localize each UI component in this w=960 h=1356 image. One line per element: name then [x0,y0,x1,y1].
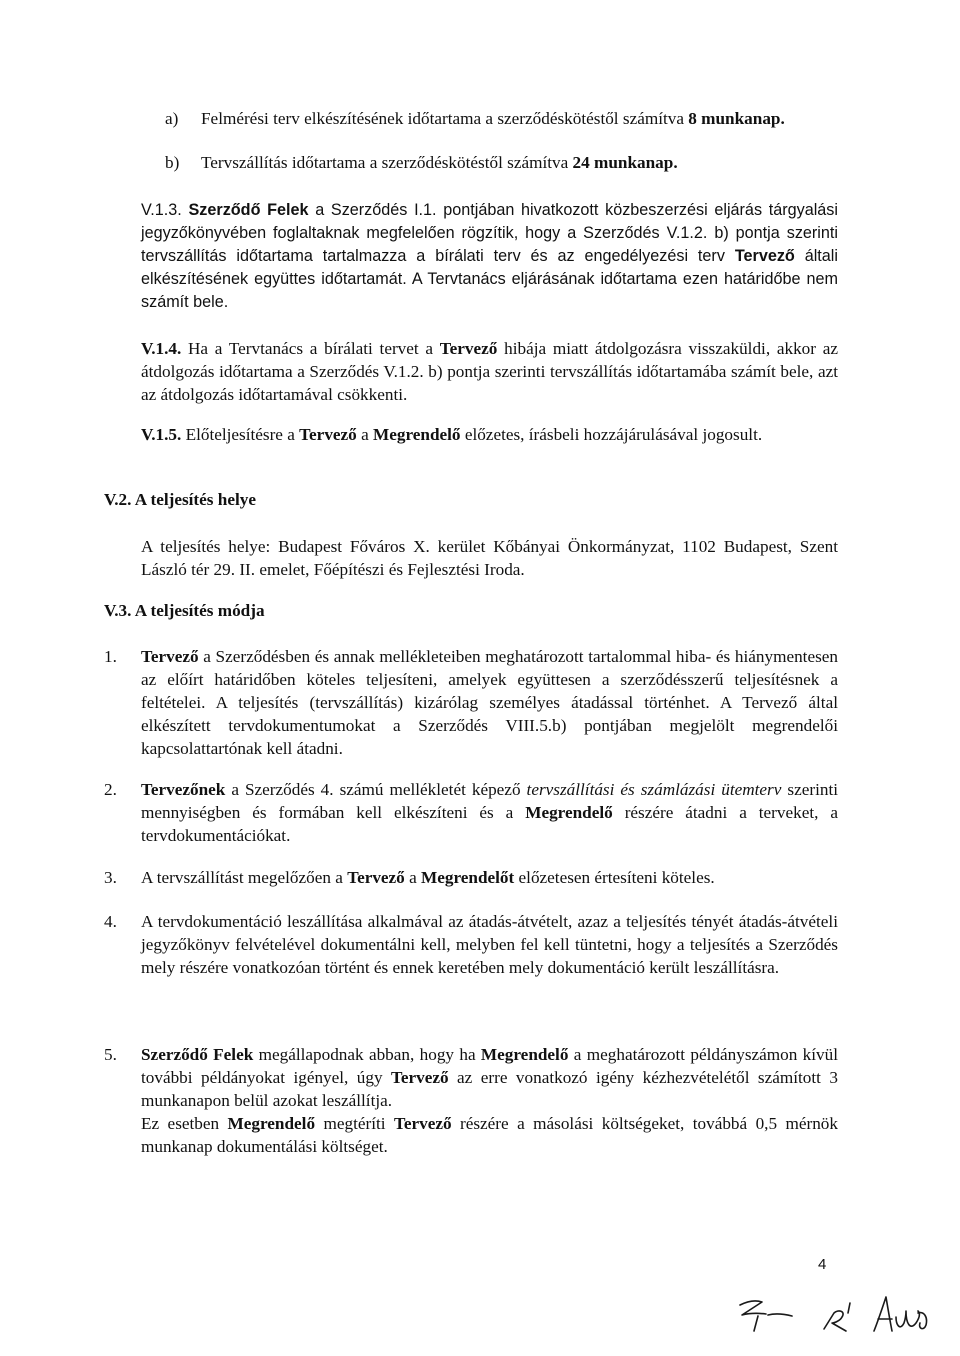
list-item-5-number: 5. [104,1045,117,1064]
item-a-label: a) [165,109,179,128]
list-item-1-number: 1. [104,647,117,666]
list-item-4-number: 4. [104,912,117,931]
section-v14: V.1.4. Ha a Tervtanács a bírálati tervet a Tervező hibája miatt átdolgozásra visszaküldi, akkor az átdolgozás időtartama a Szerződés V.1.2. b) pontja szerinti tervszállítás időtartamába számít bele, azt az átdolgozás időtartamával csökkenti. [141,339,838,404]
section-v15: V.1.5. Előteljesítésre a Tervező a Megrendelő előzetes, írásbeli hozzájárulásával jogosult. [141,425,763,444]
item-a-text: Felmérési terv elkészítésének időtartama a szerződéskötéstől számítva 8 munkanap. [201,109,785,128]
item-b-label: b) [165,153,180,172]
list-item-2-number: 2. [104,780,117,799]
list-item-5: Szerződő Felek megállapodnak abban, hogy ha Megrendelő a meghatározott példányszámon kívül további példányokat igényel, úgy Tervező az erre vonatkozó igény kézhezvételétől számított 3 munkanapon belül azokat leszállítja. [141,1045,838,1110]
list-item-4: A tervdokumentáció leszállítása alkalmával az átadás-átvételt, azaz a teljesítés tényét átadás-átvételi jegyzőkönyv felvételével dokumentálni kell, melyben fel kell tüntetni, hogy a teljesítés a Szerződés mely részére vonatkozóan történt és ennek keretében mely dokumentáció került leszállításra. [141,912,838,977]
list-item-2: Tervezőnek a Szerződés 4. számú mellékletét képező tervszállítási és számlázási ütemterv szerinti mennyiségben és formában kell elkészíteni és a Megrendelő részére átadni a terveket, a tervdokumentációkat. [141,780,838,845]
list-item-5-continued: Ez esetben Megrendelő megtéríti Tervező részére a másolási költségeket, továbbá 0,5 mérnök munkanap dokumentálási költséget. [141,1114,838,1156]
list-item-1: Tervező a Szerződésben és annak mellékleteiben meghatározott tartalommal hiba- és hiánymentesen az előírt határidőben köteles teljesíteni, amelyek együttesen a szerződésszerű teljesítésnek a feltételei. A teljesítés (tervszállítás) kizárólag személyes átadással történhet. A Tervező által elkészített tervdokumentumokat a Szerződés VIII.5.b) pontjában megjelölt megrendelői kapcsolattartónak kell átadni. [141,647,838,758]
list-item-3-number: 3. [104,868,117,887]
section-v2-text: A teljesítés helye: Budapest Főváros X. kerület Kőbányai Önkormányzat, 1102 Budapest, Szent László tér 29. II. emelet, Főépítészi és Fejlesztési Iroda. [141,537,838,579]
section-v13: V.1.3. Szerződő Felek a Szerződés I.1. pontjában hivatkozott közbeszerzési eljárás tárgyalási jegyzőkönyvében foglaltaknak megfelelően rögzítik, hogy a Szerződés V.1.2. b) pontja szerinti tervszállítás időtartama tartalmazza a bírálati terv és az engedélyezési terv Tervező általi elkészítésének együttes időtartamát. A Tervtanács eljárásának időtartama ezen határidőbe nem számít bele. [141,201,839,311]
section-v3-heading: V.3. A teljesítés módja [104,601,265,620]
handwritten-signature [728,1283,943,1343]
page-number: 4 [818,1256,827,1273]
list-item-3: A tervszállítást megelőzően a Tervező a Megrendelőt előzetesen értesíteni köteles. [141,868,715,887]
section-v2-heading: V.2. A teljesítés helye [104,490,256,509]
item-b-text: Tervszállítás időtartama a szerződéskötéstől számítva 24 munkanap. [201,153,678,172]
